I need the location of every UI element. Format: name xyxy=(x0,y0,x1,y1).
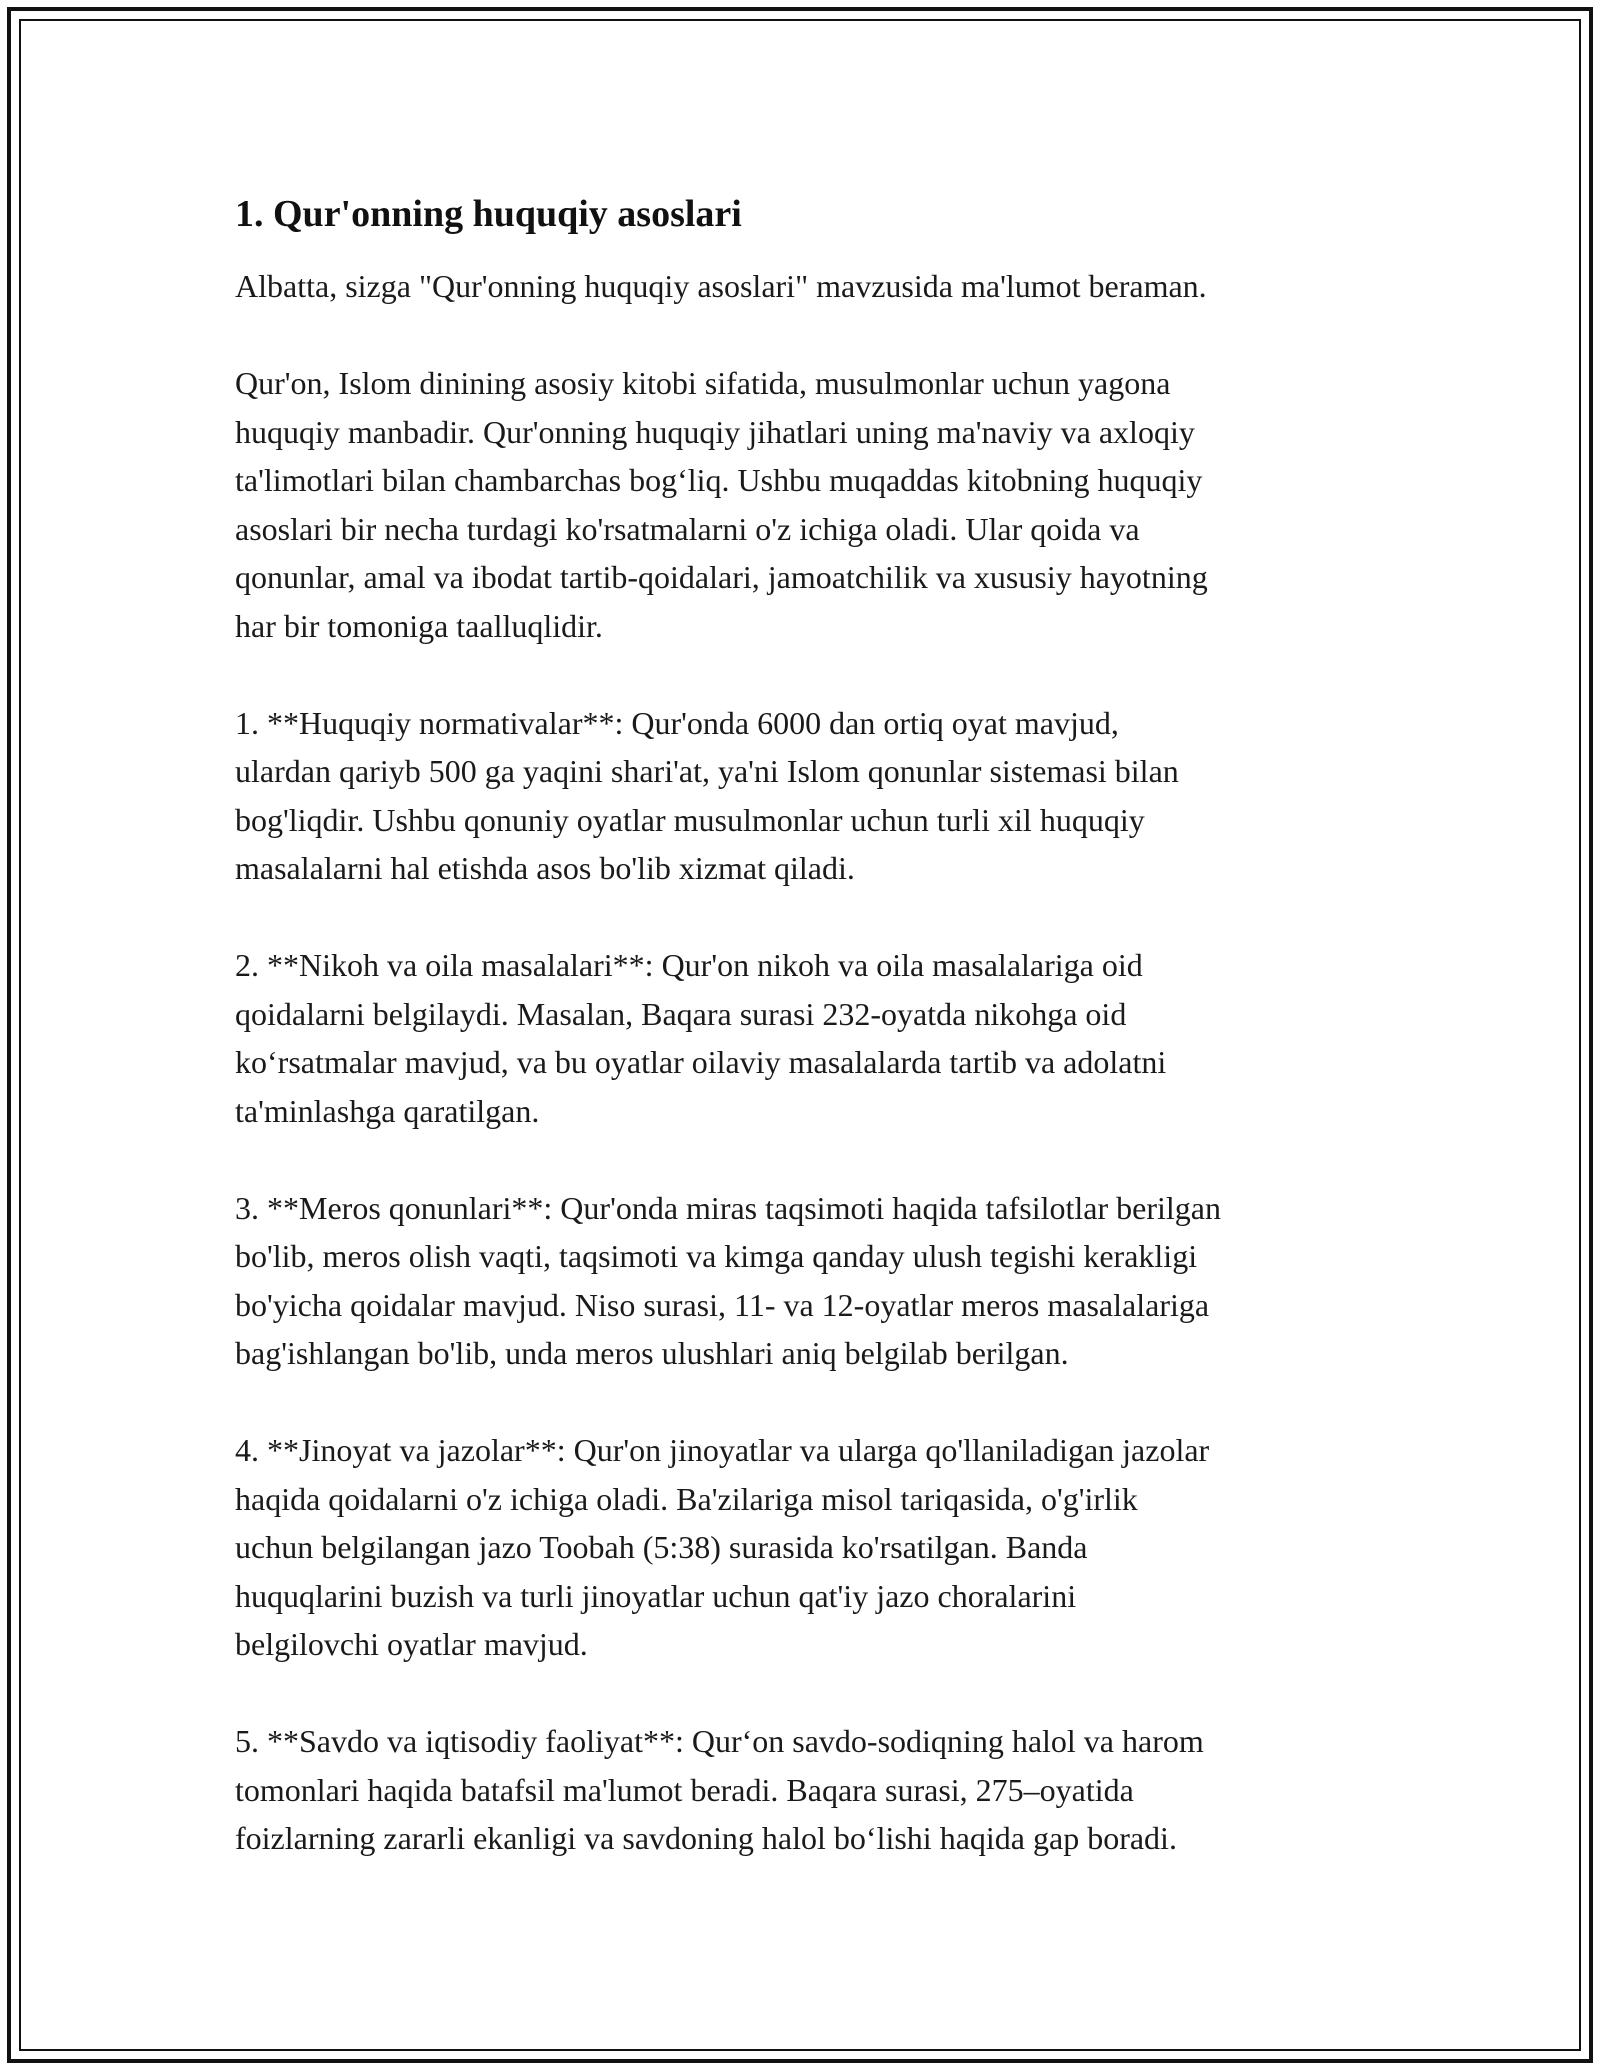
list-item-crimes-punishments: 4. **Jinoyat va jazolar**: Qur'on jinoyatlar va ularga qo'llaniladigan jazolar haqida qoidalarni o'z ichiga oladi. Ba'zilariga misol tariqasida, o'g'irlik uchun belgilangan jazo Toobah (5:38) surasida ko'rsatilgan. Banda huquqlarini buzish va turli jinoyatlar uchun qat'iy jazo choralarini belgilovchi oyatlar mavjud. xyxy=(235,1432,1210,1662)
intro-paragraph: Albatta, sizga "Qur'onning huquqiy asoslari" mavzusida ma'lumot beraman. xyxy=(235,268,1207,304)
list-item-inheritance: 3. **Meros qonunlari**: Qur'onda miras taqsimoti haqida tafsilotlar berilgan bo'lib, meros olish vaqti, taqsimoti va kimga qanday ulush tegishi kerakligi bo'yicha qoidalar mavjud. Niso surasi, 11- va 12-oyatlar meros masalalariga bag'ishlangan bo'lib, unda meros ulushlari aniq belgilab berilgan. xyxy=(235,1189,1221,1371)
section-heading: 1. Qur'onning huquqiy asoslari xyxy=(235,193,742,235)
overview-paragraph: Qur'on, Islom dinining asosiy kitobi sifatida, musulmonlar uchun yagona huquqiy manbadir. Qur'onning huquqiy jihatlari uning ma'naviy va axloqiy ta'limotlari bilan chambarchas bog‘liq. Ushbu muqaddas kitobning huquqiy asoslari bir necha turdagi ko'rsatmalarni o'z ichiga oladi. Ular qoida va qonunlar, amal va ibodat tartib-qoidalari, jamoatchilik va xususiy hayotning har bir tomoniga taalluqlidir. xyxy=(235,365,1208,644)
list-item-legal-norms: 1. **Huquqiy normativalar**: Qur'onda 6000 dan ortiq oyat mavjud, ulardan qariyb 500 ga yaqini shari'at, ya'ni Islom qonunlar sistemasi bilan bog'liqdir. Ushbu qonuniy oyatlar musulmonlar uchun turli xil huquqiy masalalarni hal etishda asos bo'lib xizmat qiladi. xyxy=(235,704,1179,886)
document-body xyxy=(235,186,1385,1911)
list-item-marriage-family: 2. **Nikoh va oila masalalari**: Qur'on nikoh va oila masalalariga oid qoidalarni belgilaydi. Masalan, Baqara surasi 232-oyatda nikohga oid ko‘rsatmalar mavjud, va bu oyatlar oilaviy masalalarda tartib va adolatni ta'minlashga qaratilgan. xyxy=(235,947,1167,1129)
list-item-trade-economy: 5. **Savdo va iqtisodiy faoliyat**: Qur‘on savdo-sodiqning halol va harom tomonlari haqida batafsil ma'lumot beradi. Baqara surasi, 275–oyatida foizlarning zararli ekanligi va savdoning halol bo‘lishi haqida gap boradi. xyxy=(235,1723,1204,1856)
